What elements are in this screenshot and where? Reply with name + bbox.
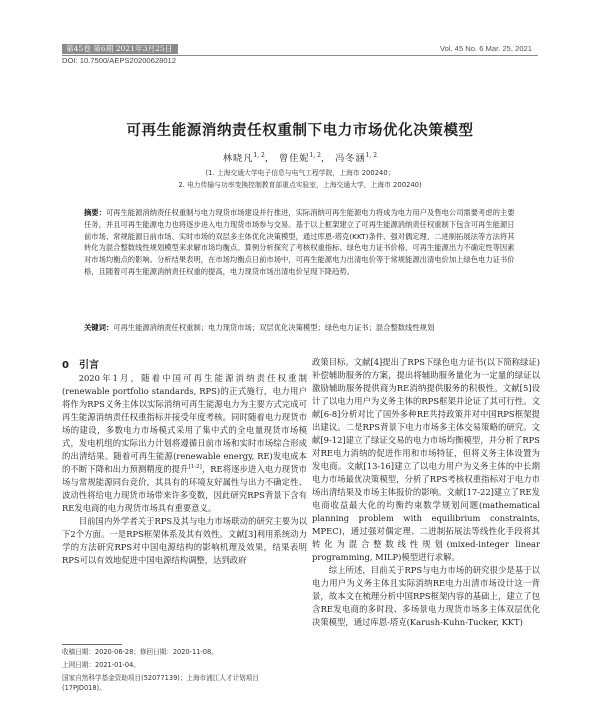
footnote-online: 上网日期：2021-01-04。 xyxy=(62,661,140,669)
paper-title: 可再生能源消纳责任权重制下电力市场优化决策模型 xyxy=(126,123,474,139)
abstract-text: 可再生能源消纳责任权重制与电力现货市场建设并行推进，实际消纳可再生能源电力将成为电力用户及售电公司需要考虑的主要任务，并且可再生能源电力也将逐步进入电力现货市场参与交易。基于以上框架建立了可再生能源消纳责任权重制下包含可再生能源日前市场、常规能源日前市场、实时市场的双层多主体优化决策模型，通过库恩-塔克(KKT)条件、强对偶定理、二进制拓展法等方法将其转化为混合整数线性规划模型来求解市场均衡点。算例分析探究了考核权重指标、绿色电力证书价格、可再生能源出力不确定性等因素对市场均衡点的影响。分析结果表明，在市场均衡点日前市场中，可再生能源电力出清电价等于常规能源出清电价加上绿色电力证书价格，且随着可再生能源消纳责任权重的提高，电力现货市场出清电价呈现下降趋势。 xyxy=(84,208,515,276)
author-affil-mark: 1, 2 xyxy=(365,151,378,159)
body-paragraph: 政策目标。文献[4]提出了RPS下绿色电力证书(以下简称绿证)补偿辅助服务的方案，提出将辅助服务量化为一定量的绿证以激励辅助服务提供商为RE消纳提供服务的积极性。文献[5]设计了以电力用户为义务主体的RPS框架并论证了其可行性。文献[6-8]分析对比了国外多种RE共持政策并对中国RPS框架提出建议。二是RPS背景下电力市场多主体交易策略的研究。文献[9-12]建立了绿证交易的电力市场均衡模型，并分析了RPS对RE电力消纳的促进作用和市场特征，但将义务主体设置为发电商。文献[13-16]建立了以电力用户为义务主体的中长期电力市场最优决策模型，分析了RPS考核权重指标对于电力市场出清结果及市场主体报价的影响。文献[17-22]建立了RE发电商收益最大化的均衡约束数学规划问题(mathematical planning problem with equilibrium constraints, MPEC)，通过强对偶定理、二进制拓展法等线性化手段将其转化为混合整数线性规划(mixed-integer linear programming, MILP)模型进行求解。 xyxy=(312,357,540,562)
body-paragraph: 2020年1月，随着中国可再生能源消纳责任权重制(renewable portfolio standards, RPS)的正式施行，电力用户将作为RPS义务主体以实际消纳可再生能源电力为主要方式完成可再生能源消纳责任权重指标并接受年度考核。同时随着电力现货市场的建设，多数电力市场模式采用了集中式的全电量现货市场模式，发电机组的实际出力计划将遵循日前市场和实时市场综合形成的出清结果。随着可再生能源(renewable energy, RE)发电成本的不断下降和出力预测精度的提升[1-2]，RE将逐步进入电力现货市场与常规能源同台竞价，其具有的环境友好属性与出力不确定性、波动性将给电力现货市场带来许多变数，因此研究RPS背景下含有RE发电商的电力现货市场具有重要意义。 xyxy=(62,373,307,513)
journal-issue-header-en: Vol. 45 No. 6 Mar. 25, 2021 xyxy=(439,44,532,53)
footnote-received: 收稿日期：2020-06-28；修回日期：2020-11-08。 xyxy=(62,648,218,656)
keywords xyxy=(84,322,519,334)
body-paragraph: 综上所述，目前关于RPS与电力市场的研究很少是基于以电力用户为义务主体且实际消纳RE电力出清市场设计这一背景，故本文在梳理分析中国RPS框架内容的基础上，建立了包含RE发电商的多时段、多场景电力现货市场多主体双层优化决策模型，通过库恩-塔克(Karush-Kuhn-Tucker, KKT) xyxy=(312,565,540,627)
footnote-rule xyxy=(62,644,122,645)
keywords-label: 关键词： xyxy=(84,323,114,332)
author-name: 冯冬涵 xyxy=(335,153,366,164)
body-paragraph: 目前国内外学者关于RPS及其与电力市场联动的研究主要为以下2个方面。一是RPS框架体系及其有效性。文献[3]利用系统动力学的方法研究RPS对中国电源结构的影响机理及效果，结果表明RPS可以有效地促进中国电源结构调整，达到政府 xyxy=(62,516,307,565)
section-heading xyxy=(62,356,99,371)
doi: DOI: 10.7500/AEPS20200628012 xyxy=(62,56,176,65)
section-number: 0 xyxy=(62,360,69,371)
footnote-funding: 国家自然科学基金资助项目(52077139)；上海市浦江人才计划项目(17PJD018)。 xyxy=(62,674,259,693)
journal-issue-header: 第45卷 第6期 2021年3月25日 xyxy=(62,44,178,54)
author-name: 林晓凡 xyxy=(222,153,254,164)
abstract-label: 摘要： xyxy=(84,208,106,217)
section-title: 引言 xyxy=(78,360,99,371)
citation-mark: [1-2] xyxy=(188,464,202,471)
affiliation-line: (1. 上海交通大学电子信息与电气工程学院，上海市 200240； xyxy=(205,169,395,177)
left-column xyxy=(62,372,307,567)
right-column xyxy=(312,356,540,629)
abstract xyxy=(84,207,519,278)
author-name: 曾佳妮 xyxy=(278,153,310,164)
author-affil-mark: 1, 2 xyxy=(309,151,321,159)
affiliation-line: 2. 电力传输与功率变换控制教育部重点实验室，上海交通大学，上海市 200240) xyxy=(178,181,422,189)
author-list: 林晓凡$^{1, 2}$， 曾佳妮$^{1, 2}$， 冯冬涵$^{1, 2}$ xyxy=(222,151,378,164)
author-affil-mark: 1, 2 xyxy=(253,151,265,159)
keywords-text: 可再生能源消纳责任权重制；电力现货市场；双层优化决策模型；绿色电力证书；混合整数线性规划 xyxy=(113,323,435,332)
